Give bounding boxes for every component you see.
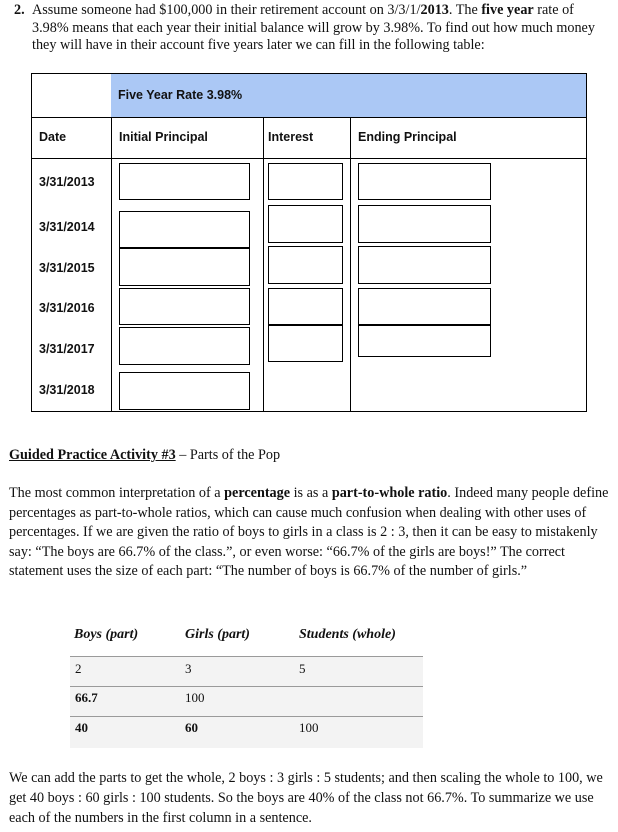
- para1-part-to-whole: part-to-whole ratio: [331, 485, 448, 501]
- parts-header-boys: Boys (part): [74, 627, 139, 642]
- parts-cell: 60: [185, 720, 198, 735]
- problem-text: [32, 2, 612, 55]
- grid-line: [586, 117, 587, 412]
- col-header-date: Date: [39, 130, 67, 144]
- rate-header-text: Five Year Rate 3.98%: [118, 88, 243, 102]
- percentage-paragraph: [9, 484, 613, 582]
- parts-table-body: [70, 657, 423, 748]
- guided-subtitle: – Parts of the Pop: [175, 447, 281, 463]
- problem-five-year: five year: [481, 2, 534, 18]
- parts-cell: 2: [75, 661, 82, 676]
- grid-line: [111, 117, 112, 412]
- date-cell: 3/31/2015: [39, 261, 95, 275]
- initial-principal-box[interactable]: [119, 163, 250, 200]
- para1-e: . Indeed many people define percentages as part-to-whole ratios, which can cause much confusion when dealing with other uses of percentages. If we are given the ratio of boys to girls in a class is 2 : 3, then it can be easy to mistakenly say: “The boys are 66.7% of the class.”, or even worse: “66.7% of the girls are boys!” The correct statement uses the size of each part: “The number of boys is 66.7% of the number of girls.”: [9, 485, 609, 579]
- parts-cell: 3: [185, 661, 192, 676]
- problem-text-a: Assume someone had $100,000 in their retirement account on 3/3/1/: [32, 2, 421, 18]
- parts-row-divider: [70, 686, 423, 687]
- parts-header-girls: Girls (part): [185, 627, 250, 642]
- problem-text-c: rate of 3.98% means that each year their initial balance will grow by 3.98%. To find out how much money they will have in their account five years later we can fill in the following table:: [32, 2, 595, 53]
- parts-cell: 100: [299, 720, 319, 735]
- parts-row-divider: [70, 656, 423, 657]
- date-cell: 3/31/2013: [39, 175, 95, 189]
- col-header-initial-principal: Initial Principal: [119, 130, 208, 144]
- grid-line: [32, 158, 587, 159]
- parts-row-divider: [70, 716, 423, 717]
- initial-principal-box[interactable]: [119, 248, 250, 286]
- para1-a: The most common interpretation of a: [9, 485, 225, 501]
- para1-percentage: percentage: [224, 485, 291, 501]
- ending-principal-box[interactable]: [358, 325, 491, 357]
- col-header-interest: Interest: [268, 130, 314, 144]
- problem-number: 2.: [14, 2, 25, 18]
- ending-principal-box[interactable]: [358, 205, 491, 243]
- interest-box[interactable]: [268, 325, 343, 362]
- initial-principal-box[interactable]: [119, 327, 250, 365]
- date-cell: 3/31/2014: [39, 220, 95, 234]
- initial-principal-box[interactable]: [119, 288, 250, 325]
- date-cell: 3/31/2016: [39, 301, 95, 315]
- problem-text-b: . The: [448, 2, 482, 18]
- initial-principal-box[interactable]: [119, 372, 250, 410]
- grid-line: [263, 117, 264, 412]
- ending-principal-box[interactable]: [358, 246, 491, 284]
- rate-table: [31, 73, 587, 412]
- parts-cell: 100: [185, 690, 205, 705]
- grid-line: [350, 117, 351, 412]
- problem-2: [14, 2, 612, 55]
- problem-year: 2013: [420, 2, 449, 18]
- parts-cell: 5: [299, 661, 306, 676]
- interest-box[interactable]: [268, 205, 343, 243]
- summary-paragraph: We can add the parts to get the whole, 2 boys : 3 girls : 5 students; and then scaling the whole to 100, we get 40 boys : 60 girls : 100 students. So the boys are 40% of the class not 66.7%. To summarize we use each of the numbers in the first column in a sentence.: [9, 770, 603, 826]
- interest-box[interactable]: [268, 246, 343, 284]
- initial-principal-box[interactable]: [119, 211, 250, 248]
- grid-line: [32, 411, 587, 412]
- ending-principal-box[interactable]: [358, 163, 491, 200]
- grid-line: [32, 117, 587, 118]
- date-cell: 3/31/2017: [39, 342, 95, 356]
- parts-cell: 66.7: [75, 690, 98, 705]
- parts-header-students: Students (whole): [299, 627, 396, 642]
- guided-practice-heading: [9, 447, 280, 464]
- rate-table-header: [111, 74, 587, 117]
- col-header-ending-principal: Ending Principal: [358, 130, 457, 144]
- parts-cell: 40: [75, 720, 88, 735]
- guided-title: Guided Practice Activity #3: [9, 447, 176, 463]
- para1-c: is as a: [290, 485, 332, 501]
- date-cell: 3/31/2018: [39, 383, 95, 397]
- ending-principal-box[interactable]: [358, 288, 491, 325]
- interest-box[interactable]: [268, 163, 343, 200]
- interest-box[interactable]: [268, 288, 343, 325]
